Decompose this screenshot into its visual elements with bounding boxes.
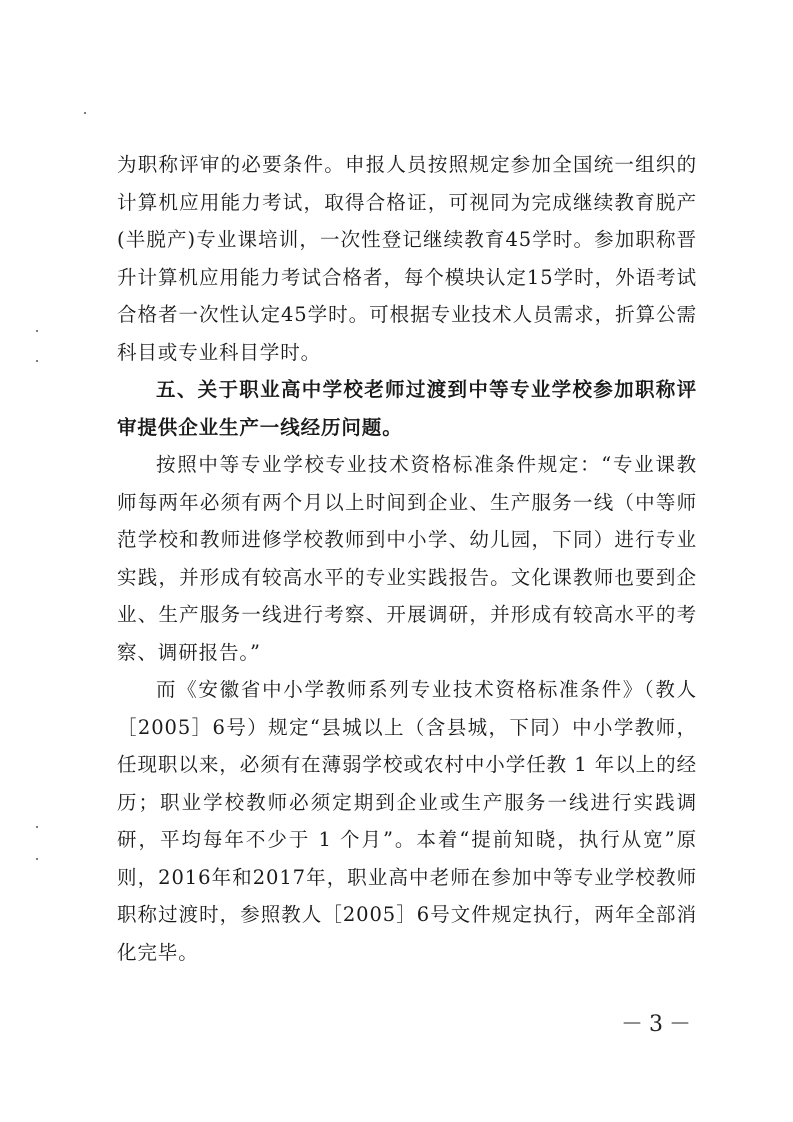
binding-mark bbox=[36, 826, 38, 828]
body-paragraph-standard-rule: 按照中等专业学校专业技术资格标准条件规定：“专业课教师每两年必须有两个月以上时间到企业、生产服务一线（中等师范学校和教师进修学校教师到中小学、幼儿园，下同）进行专业实践，并形成有较高水平的专业实践报告。文化课教师也要到企业、生产服务一线进行考察、开展调研，并形成有较高水平的考察、调研报告。” bbox=[117, 453, 697, 664]
binding-mark bbox=[36, 360, 38, 362]
body-paragraph-continued: 为职称评审的必要条件。申报人员按照规定参加全国统一组织的计算机应用能力考试，取得合格证，可视同为完成继续教育脱产(半脱产)专业课培训，一次性登记继续教育45学时。参加职称晋升计算机应用能力考试合格者，每个模块认定15学时，外语考试合格者一次性认定45学时。可根据专业技术人员需求，折算公需科目或专业科目学时。 bbox=[117, 153, 697, 364]
document-body bbox=[117, 146, 697, 971]
scan-dot bbox=[84, 112, 86, 114]
binding-mark bbox=[36, 858, 38, 860]
section-heading-five: 五、关于职业高中学校老师过渡到中等专业学校参加职称评审提供企业生产一线经历问题。 bbox=[117, 378, 697, 439]
binding-mark bbox=[36, 330, 38, 332]
page-number: －3－ bbox=[621, 1012, 697, 1037]
body-paragraph-anhui-rule: 而《安徽省中小学教师系列专业技术资格标准条件》（教人［2005］6号）规定“县城以上（含县城，下同）中小学教师，任现职以来，必须有在薄弱学校或农村中小学任教 1 年以上的经历；职业学校教师必须定期到企业或生产服务一线进行实践调研，平均每年不少于 1 个月”。本着“提前知晓，执行从宽”原则，2016年和2017年，职业高中老师在参加中等专业学校教师职称过渡时，参照教人［2005］6号文件规定执行，两年全部消化完毕。 bbox=[117, 678, 697, 964]
